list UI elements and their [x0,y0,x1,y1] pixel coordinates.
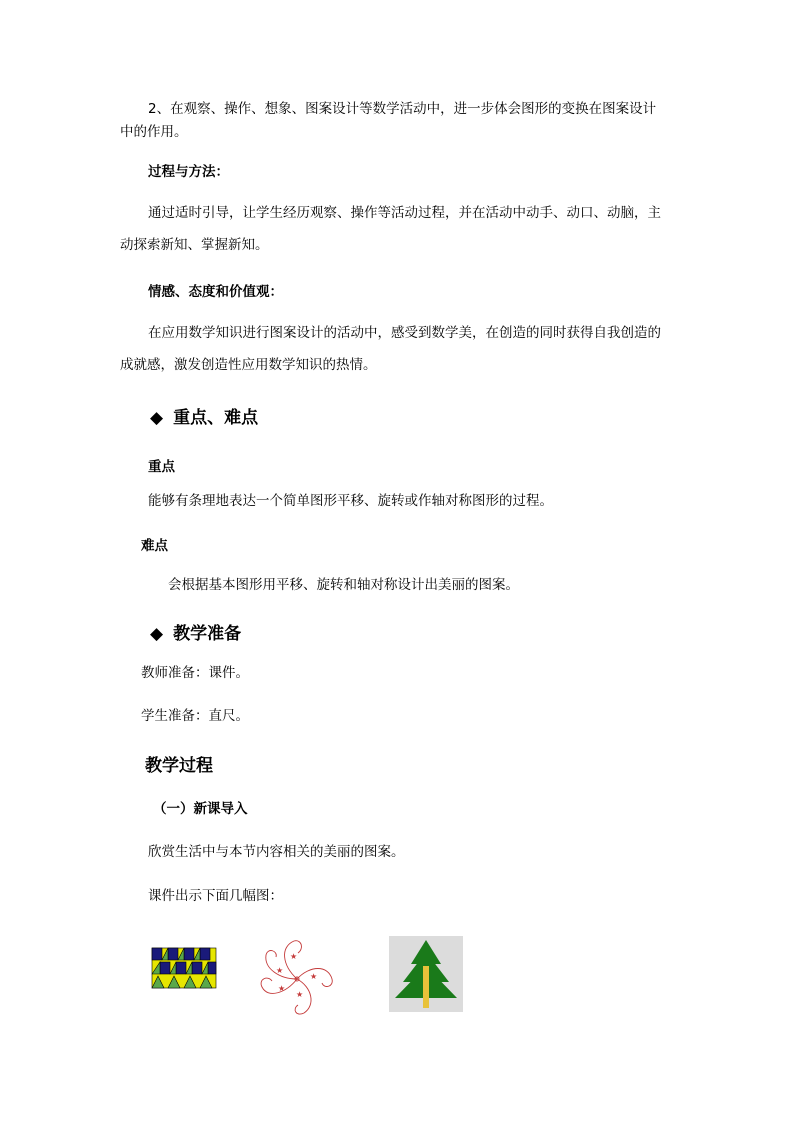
diamond-bullet-icon: ◆ [150,408,164,428]
process-method-heading: 过程与方法： [148,164,229,180]
section-preparation-title: 教学准备 [173,624,242,644]
para2-line2: 动探索新知、掌握新知。 [120,237,269,253]
intro-heading: （一）新课导入 [153,801,248,817]
tessellation-pattern-image [148,944,220,992]
para1-line1: 2、在观察、操作、想象、图案设计等数学活动中，进一步体会图形的变换在图案设计 [148,101,657,117]
para2-line1: 通过适时引导，让学生经历观察、操作等活动过程，并在活动中动手、动口、动脑，主 [148,205,661,221]
para1-line2: 中的作用。 [120,124,188,140]
difficult-point-text: 会根据基本图形用平移、旋转和轴对称设计出美丽的图案。 [168,577,519,593]
difficult-point-heading: 难点 [141,538,168,554]
diamond-bullet-icon: ◆ [150,624,164,644]
svg-text:★: ★ [276,966,284,975]
teaching-process-title: 教学过程 [145,756,213,776]
svg-text:★: ★ [310,972,318,981]
svg-text:★: ★ [290,952,298,961]
key-point-heading: 重点 [148,459,175,475]
intro-text: 欣赏生活中与本节内容相关的美丽的图案。 [148,844,405,860]
key-point-text: 能够有条理地表达一个简单图形平移、旋转或作轴对称图形的过程。 [148,493,553,509]
section-key-difficult [150,403,258,428]
pine-tree-image [389,936,463,1012]
para3-line1: 在应用数学知识进行图案设计的活动中，感受到数学美，在创造的同时获得自我创造的 [148,325,661,341]
svg-text:★: ★ [296,990,304,999]
teacher-prep-text: 教师准备：课件。 [141,665,249,681]
section-key-difficult-title: 重点、难点 [173,408,259,428]
courseware-text: 课件出示下面几幅图： [148,888,283,904]
bauhinia-flower-image [252,935,342,1021]
student-prep-text: 学生准备：直尺。 [141,708,249,724]
section-preparation [150,619,241,644]
para3-line2: 成就感，激发创造性应用数学知识的热情。 [120,357,377,373]
svg-text:★: ★ [278,984,286,993]
emotion-heading: 情感、态度和价值观： [148,284,283,300]
